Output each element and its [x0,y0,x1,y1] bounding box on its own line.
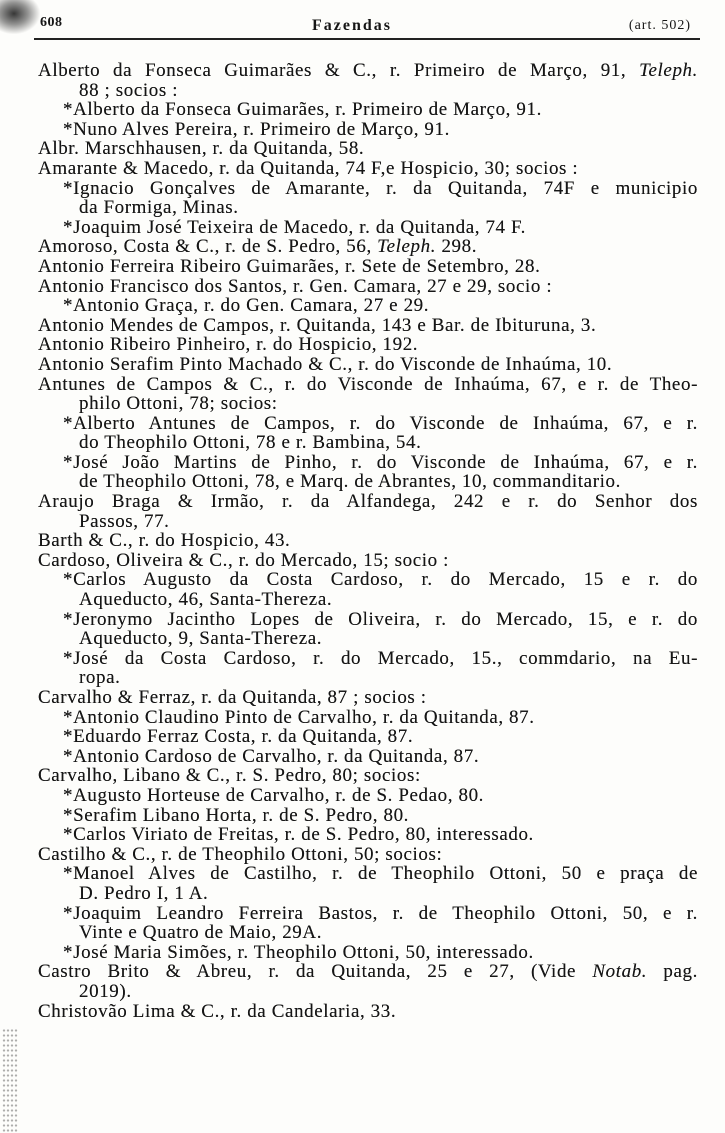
listing-entry [0,766,725,844]
partner-line-continued: de Theophilo Ottoni, 78, e Marq. de Abrantes, 10, commanditario. [79,472,621,493]
text-segment: Amoroso, Costa & C., r. de S. Pedro, 56, [38,237,378,257]
firm-name-line: Antonio Mendes de Campos, r. Quitanda, 143 e Bar. de Ibituruna, 3. [38,315,597,336]
listing-entry [0,277,725,316]
firm-line-continued: 2019). [79,981,132,1002]
listing-entry [0,139,725,159]
listing-entry [0,61,725,139]
listing-entry [0,962,725,1001]
italic-abbreviation: Teleph. [639,61,698,81]
text-segment: Alberto da Fonseca Guimarães & C., r. Primeiro de Março, 91, [38,61,640,81]
directory-listings [0,61,725,1021]
partner-line-continued: Aqueducto, 46, Santa-Thereza. [79,590,333,610]
firm-name-line: Albr. Marschhausen, r. da Quitanda, 58. [38,139,365,159]
partner-line: *Serafim Libano Horta, r. de S. Pedro, 80. [63,805,410,826]
partner-line: *Alberto Antunes de Campos, r. do Visconde de Inhaúma, 67, e r. [63,413,698,434]
partner-line: *Ignacio Gonçalves de Amarante, r. da Quitanda, 74F e municipio [63,178,698,199]
italic-abbreviation: Teleph. [377,237,437,257]
listing-entry [0,316,725,336]
partner-line: *Antonio Claudino Pinto de Carvalho, r. da Quitanda, 87. [63,707,535,728]
listing-entry [0,375,725,493]
firm-name-line: Amarante & Macedo, r. da Quitanda, 74 F,e Hospicio, 30; socios : [38,158,579,179]
scan-corner-blot [0,0,40,34]
partner-line: *José Maria Simões, r. Theophilo Ottoni, 50, interessado. [63,942,534,963]
scan-edge-noise [2,1028,18,1132]
listing-entry [0,845,725,963]
listing-entry [0,531,725,551]
section-title: Fazendas [312,17,392,34]
partner-line: *José João Martins de Pinho, r. do Visconde de Inhaúma, 67, e r. [63,452,698,473]
listing-entry [0,257,725,277]
firm-name-line: Cardoso, Oliveira & C., r. do Mercado, 15; socio : [38,550,449,571]
partner-line: *Eduardo Ferraz Costa, r. da Quitanda, 87. [63,727,414,747]
listing-entry [0,335,725,355]
article-reference: (art. 502) [628,18,691,33]
italic-abbreviation: Notab. [592,962,648,982]
text-segment: Castro Brito & Abreu, r. da Quitanda, 25 e 27, (Vide [38,962,593,982]
partner-line-continued: D. Pedro I, 1 A. [79,883,209,904]
partner-line: *Carlos Viriato de Freitas, r. de S. Pedro, 80, interessado. [63,825,534,845]
partner-line-continued: Vinte e Quatro de Maio, 29A. [79,923,323,943]
firm-name-line [38,61,698,81]
listing-entry [0,159,725,237]
partner-line: *Carlos Augusto da Costa Cardoso, r. do Mercado, 15 e r. do [63,570,698,591]
firm-name-line: Christovão Lima & C., r. da Candelaria, 33. [38,1001,397,1022]
listing-entry [0,688,725,766]
partner-line-continued: do Theophilo Ottoni, 78 e r. Bambina, 54. [79,433,422,453]
partner-line: *Joaquim José Teixeira de Macedo, r. da Quitanda, 74 F. [63,217,527,238]
partner-line: *José da Costa Cardoso, r. do Mercado, 15., commdario, na Eu- [63,648,698,669]
listing-entry [0,1002,725,1022]
firm-name-line: Araujo Braga & Irmão, r. da Alfandega, 242 e r. do Senhor dos [38,492,698,512]
header-rule [34,38,700,40]
partner-line: *Joaquim Leandro Ferreira Bastos, r. de Theophilo Ottoni, 50, e r. [63,903,698,924]
page-number: 608 [40,15,63,30]
firm-name-line: Carvalho, Libano & C., r. S. Pedro, 80; socios: [38,766,421,786]
text-segment: pag. [647,962,698,982]
listing-entry [0,355,725,375]
partner-line: *Augusto Horteuse de Carvalho, r. de S. Pedao, 80. [63,785,485,806]
firm-line-continued: Passos, 77. [79,511,170,532]
firm-name-line [38,962,698,982]
partner-line: *Nuno Alves Pereira, r. Primeiro de Março, 91. [63,119,450,140]
firm-name-line: Antonio Francisco dos Santos, r. Gen. Camara, 27 e 29, socio : [38,276,553,297]
partner-line: *Antonio Graça, r. do Gen. Camara, 27 e 29. [63,296,430,316]
partner-line: *Manoel Alves de Castilho, r. de Theophilo Ottoni, 50 e praça de [63,864,698,884]
firm-name-line: Castilho & C., r. de Theophilo Ottoni, 50; socios: [38,844,443,865]
firm-line-continued: 88 ; socios : [79,80,179,101]
firm-name-line: Antunes de Campos & C., r. do Visconde de Inhaúma, 67, e r. de Theo- [38,374,698,395]
listing-entry [0,551,725,688]
partner-line: *Jeronymo Jacintho Lopes de Oliveira, r. do Mercado, 15, e r. do [63,609,698,630]
partner-line-continued: ropa. [79,668,121,688]
firm-name-line: Antonio Ribeiro Pinheiro, r. do Hospicio, 192. [38,335,419,355]
partner-line-continued: Aqueducto, 9, Santa-Thereza. [79,629,323,649]
listing-entry [0,237,725,257]
firm-name-line: Barth & C., r. do Hospicio, 43. [38,531,291,551]
text-segment: 298. [436,237,478,257]
partner-line-continued: da Formiga, Minas. [79,198,239,218]
partner-line: *Alberto da Fonseca Guimarães, r. Primeiro de Março, 91. [63,100,542,120]
firm-name-line: Antonio Ferreira Ribeiro Guimarães, r. Sete de Setembro, 28. [38,256,541,277]
firm-name-line: Carvalho & Ferraz, r. da Quitanda, 87 ; socios : [38,688,427,708]
partner-line: *Antonio Cardoso de Carvalho, r. da Quitanda, 87. [63,746,480,767]
firm-line-continued: philo Ottoni, 78; socios: [79,394,278,414]
firm-name-line: Antonio Serafim Pinto Machado & C., r. do Visconde de Inhaúma, 10. [38,354,613,375]
firm-name-line [38,237,698,257]
listing-entry [0,492,725,531]
